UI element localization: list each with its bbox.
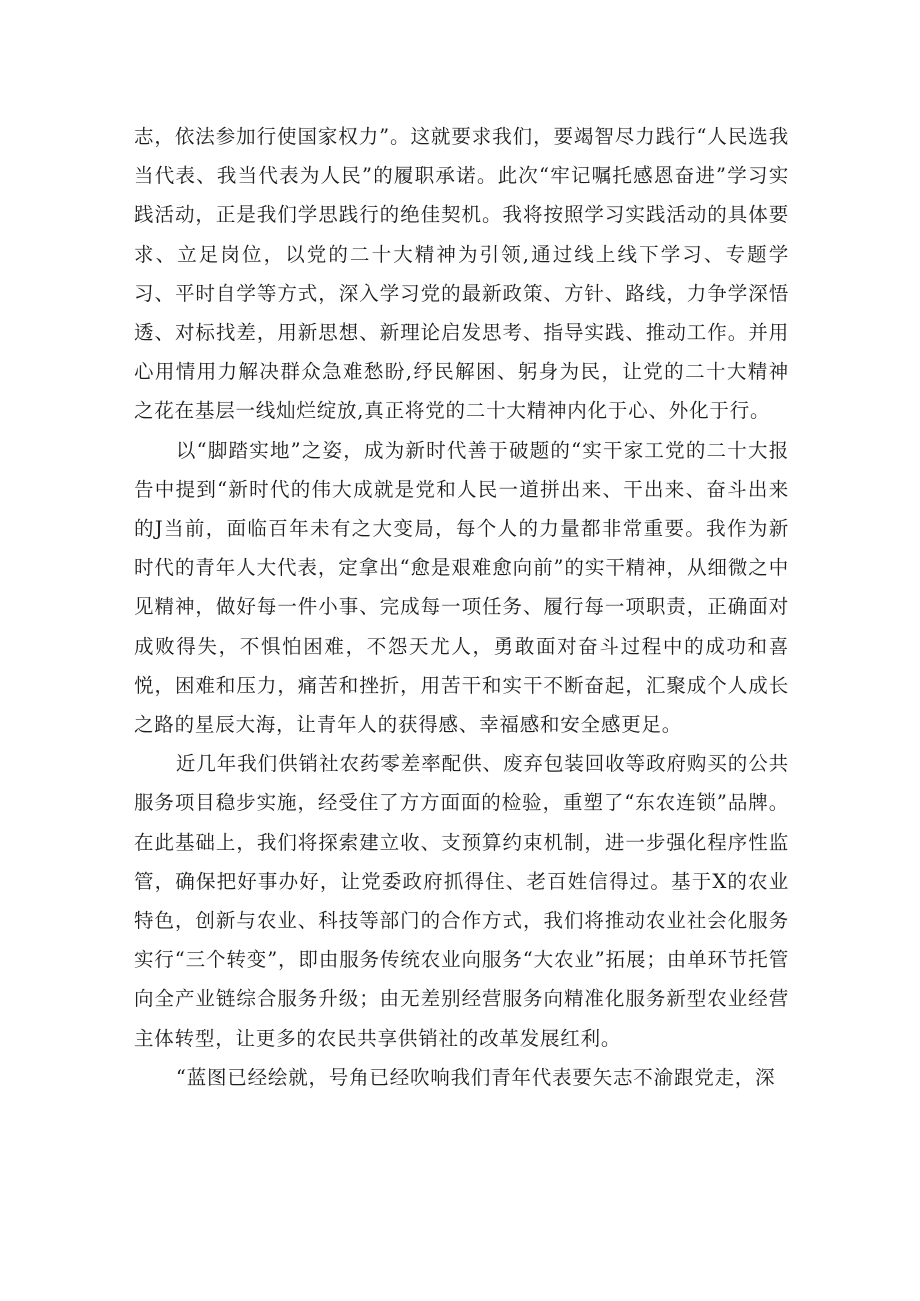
document-body: [134, 117, 789, 1097]
paragraph-2: 以“脚踏实地”之姿，成为新时代善于破题的“实干家工党的二十大报告中提到“新时代的伟大成就是党和人民一道拼出来、干出来、奋斗出来的J当前，面临百年未有之大变局，每个人的力量都非常重要。我作为新时代的青年人大代表，定拿出“愈是艰难愈向前”的实干精神，从细微之中见精神，做好每一件小事、完成每一项任务、履行每一项职责，正确面对成败得失，不惧怕困难，不怨天尤人，勇敢面对奋斗过程中的成功和喜悦，困难和压力，痛苦和挫折，用苦干和实干不断奋起，汇聚成个人成长之路的星辰大海，让青年人的获得感、幸福感和安全感更足。: [134, 438, 789, 737]
paragraph-4: “蓝图已经绘就，号角已经吹响我们青年代表要矢志不渝跟党走，深: [175, 1065, 776, 1089]
paragraph-3: 近几年我们供销社农药零差率配供、废弃包装回收等政府购买的公共服务项目稳步实施，经受住了方方面面的检验，重塑了“东农连锁”品牌。在此基础上，我们将探索建立收、支预算约束机制，进一步强化程序性监管，确保把好事办好，让党委政府抓得住、老百姓信得过。基于X的农业特色，创新与农业、科技等部门的合作方式，我们将推动农业社会化服务实行“三个转变”，即由服务传统农业向服务“大农业”拓展；由单环节托管向全产业链综合服务升级；由无差别经营服务向精准化服务新型农业经营主体转型，让更多的农民共享供销社的改革发展红利。: [134, 752, 789, 1050]
paragraph-1: 志，依法参加行使国家权力”。这就要求我们，要竭智尽力践行“人民选我当代表、我当代表为人民”的履职承诺。此次“牢记嘱托感恩奋进”学习实践活动，正是我们学思践行的绝佳契机。我将按照学习实践活动的具体要求、立足岗位，以党的二十大精神为引领,通过线上线下学习、专题学习、平时自学等方式，深入学习党的最新政策、方针、路线，力争学深悟透、对标找差，用新思想、新理论启发思考、指导实践、推动工作。并用心用情用力解决群众急难愁盼,纾民解困、躬身为民，让党的二十大精神之花在基层一线灿烂绽放,真正将党的二十大精神内化于心、外化于行。: [134, 125, 789, 423]
